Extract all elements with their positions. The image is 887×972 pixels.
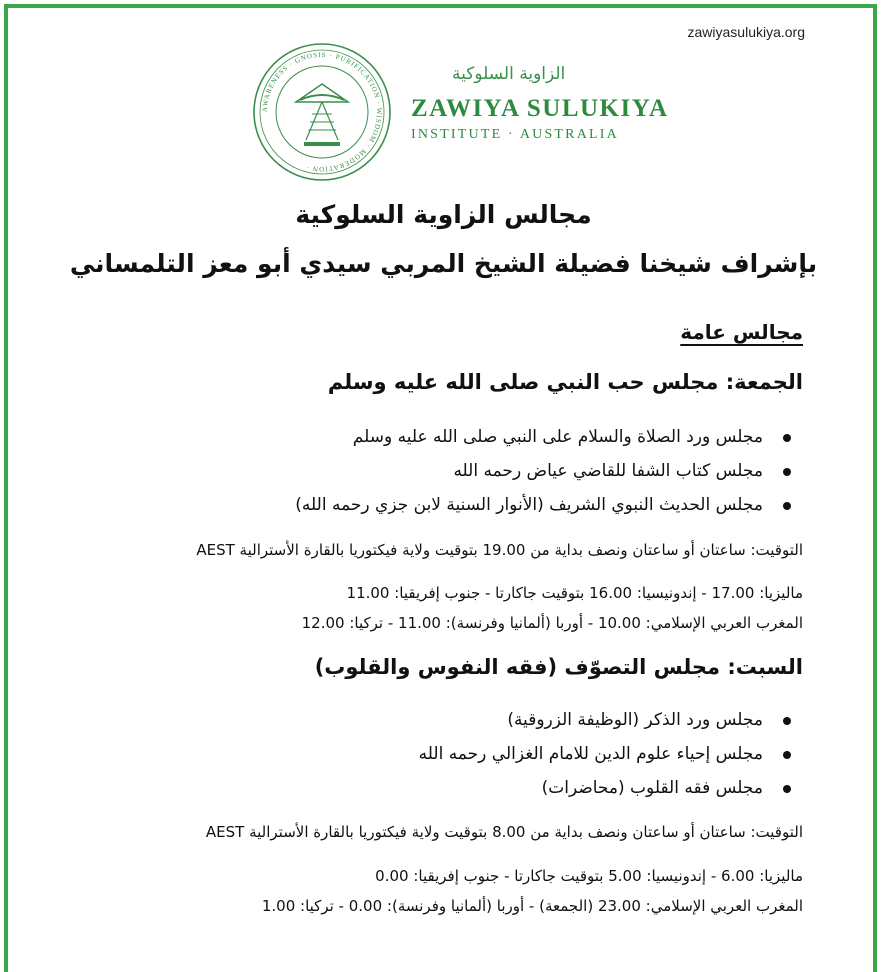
- friday-timing: التوقيت: ساعتان أو ساعتان ونصف بداية من 19.00 بتوقيت ولاية فيكتوريا بالقارة الأسترالية AEST: [196, 541, 803, 559]
- list-item: مجلس إحياء علوم الدين للامام الغزالي رحمه الله: [419, 737, 803, 771]
- saturday-item-list: [419, 703, 803, 805]
- list-item: مجلس كتاب الشفا للقاضي عياض رحمه الله: [295, 454, 803, 488]
- list-item: مجلس ورد الصلاة والسلام على النبي صلى الله عليه وسلم: [295, 420, 803, 454]
- institute-seal-logo: [252, 42, 392, 182]
- site-url[interactable]: zawiyasulukiya.org: [687, 24, 805, 40]
- brand-subtitle: INSTITUTE · AUSTRALIA: [411, 127, 619, 142]
- page-subtitle: بإشراف شيخنا فضيلة الشيخ المربي سيدي أبو معز التلمساني: [69, 249, 818, 278]
- svg-text:AWARENESS · GNOSIS · PURIFICAT: AWARENESS · GNOSIS · PURIFICATION · WISDOM · MODERATION ·: [260, 50, 384, 174]
- list-item: مجلس فقه القلوب (محاضرات): [419, 771, 803, 805]
- friday-session-title: الجمعة: مجلس حب النبي صلى الله عليه وسلم: [327, 370, 803, 394]
- list-item: مجلس ورد الذكر (الوظيفة الزروقية): [419, 703, 803, 737]
- section-heading: مجالس عامة: [680, 320, 803, 344]
- saturday-timezones-2: المغرب العربي الإسلامي: 23.00 (الجمعة) - أوربا (ألمانيا وفرنسة): 0.00 - تركيا: 1.00: [261, 897, 803, 915]
- friday-item-list: [295, 420, 803, 522]
- saturday-timezones-1: ماليزيا: 6.00 - إندونيسيا: 5.00 بتوقيت جاكارتا - جنوب إفريقيا: 0.00: [375, 867, 803, 885]
- page-title: مجالس الزاوية السلوكية: [295, 200, 592, 229]
- list-item: مجلس الحديث النبوي الشريف (الأنوار السنية لابن جزي رحمه الله): [295, 488, 803, 522]
- saturday-timing: التوقيت: ساعتان أو ساعتان ونصف بداية من 8.00 بتوقيت ولاية فيكتوريا بالقارة الأسترالية AEST: [205, 823, 803, 841]
- saturday-session-title: السبت: مجلس التصوّف (فقه النفوس والقلوب): [314, 655, 803, 679]
- brand-arabic-name: الزاوية السلوكية: [452, 64, 566, 84]
- friday-timezones-2: المغرب العربي الإسلامي: 10.00 - أوربا (ألمانيا وفرنسة): 11.00 - تركيا: 12.00: [301, 614, 803, 632]
- brand-name: ZAWIYA SULUKIYA: [411, 95, 669, 122]
- friday-timezones-1: ماليزيا: 17.00 - إندونيسيا: 16.00 بتوقيت جاكارتا - جنوب إفريقيا: 11.00: [346, 584, 803, 602]
